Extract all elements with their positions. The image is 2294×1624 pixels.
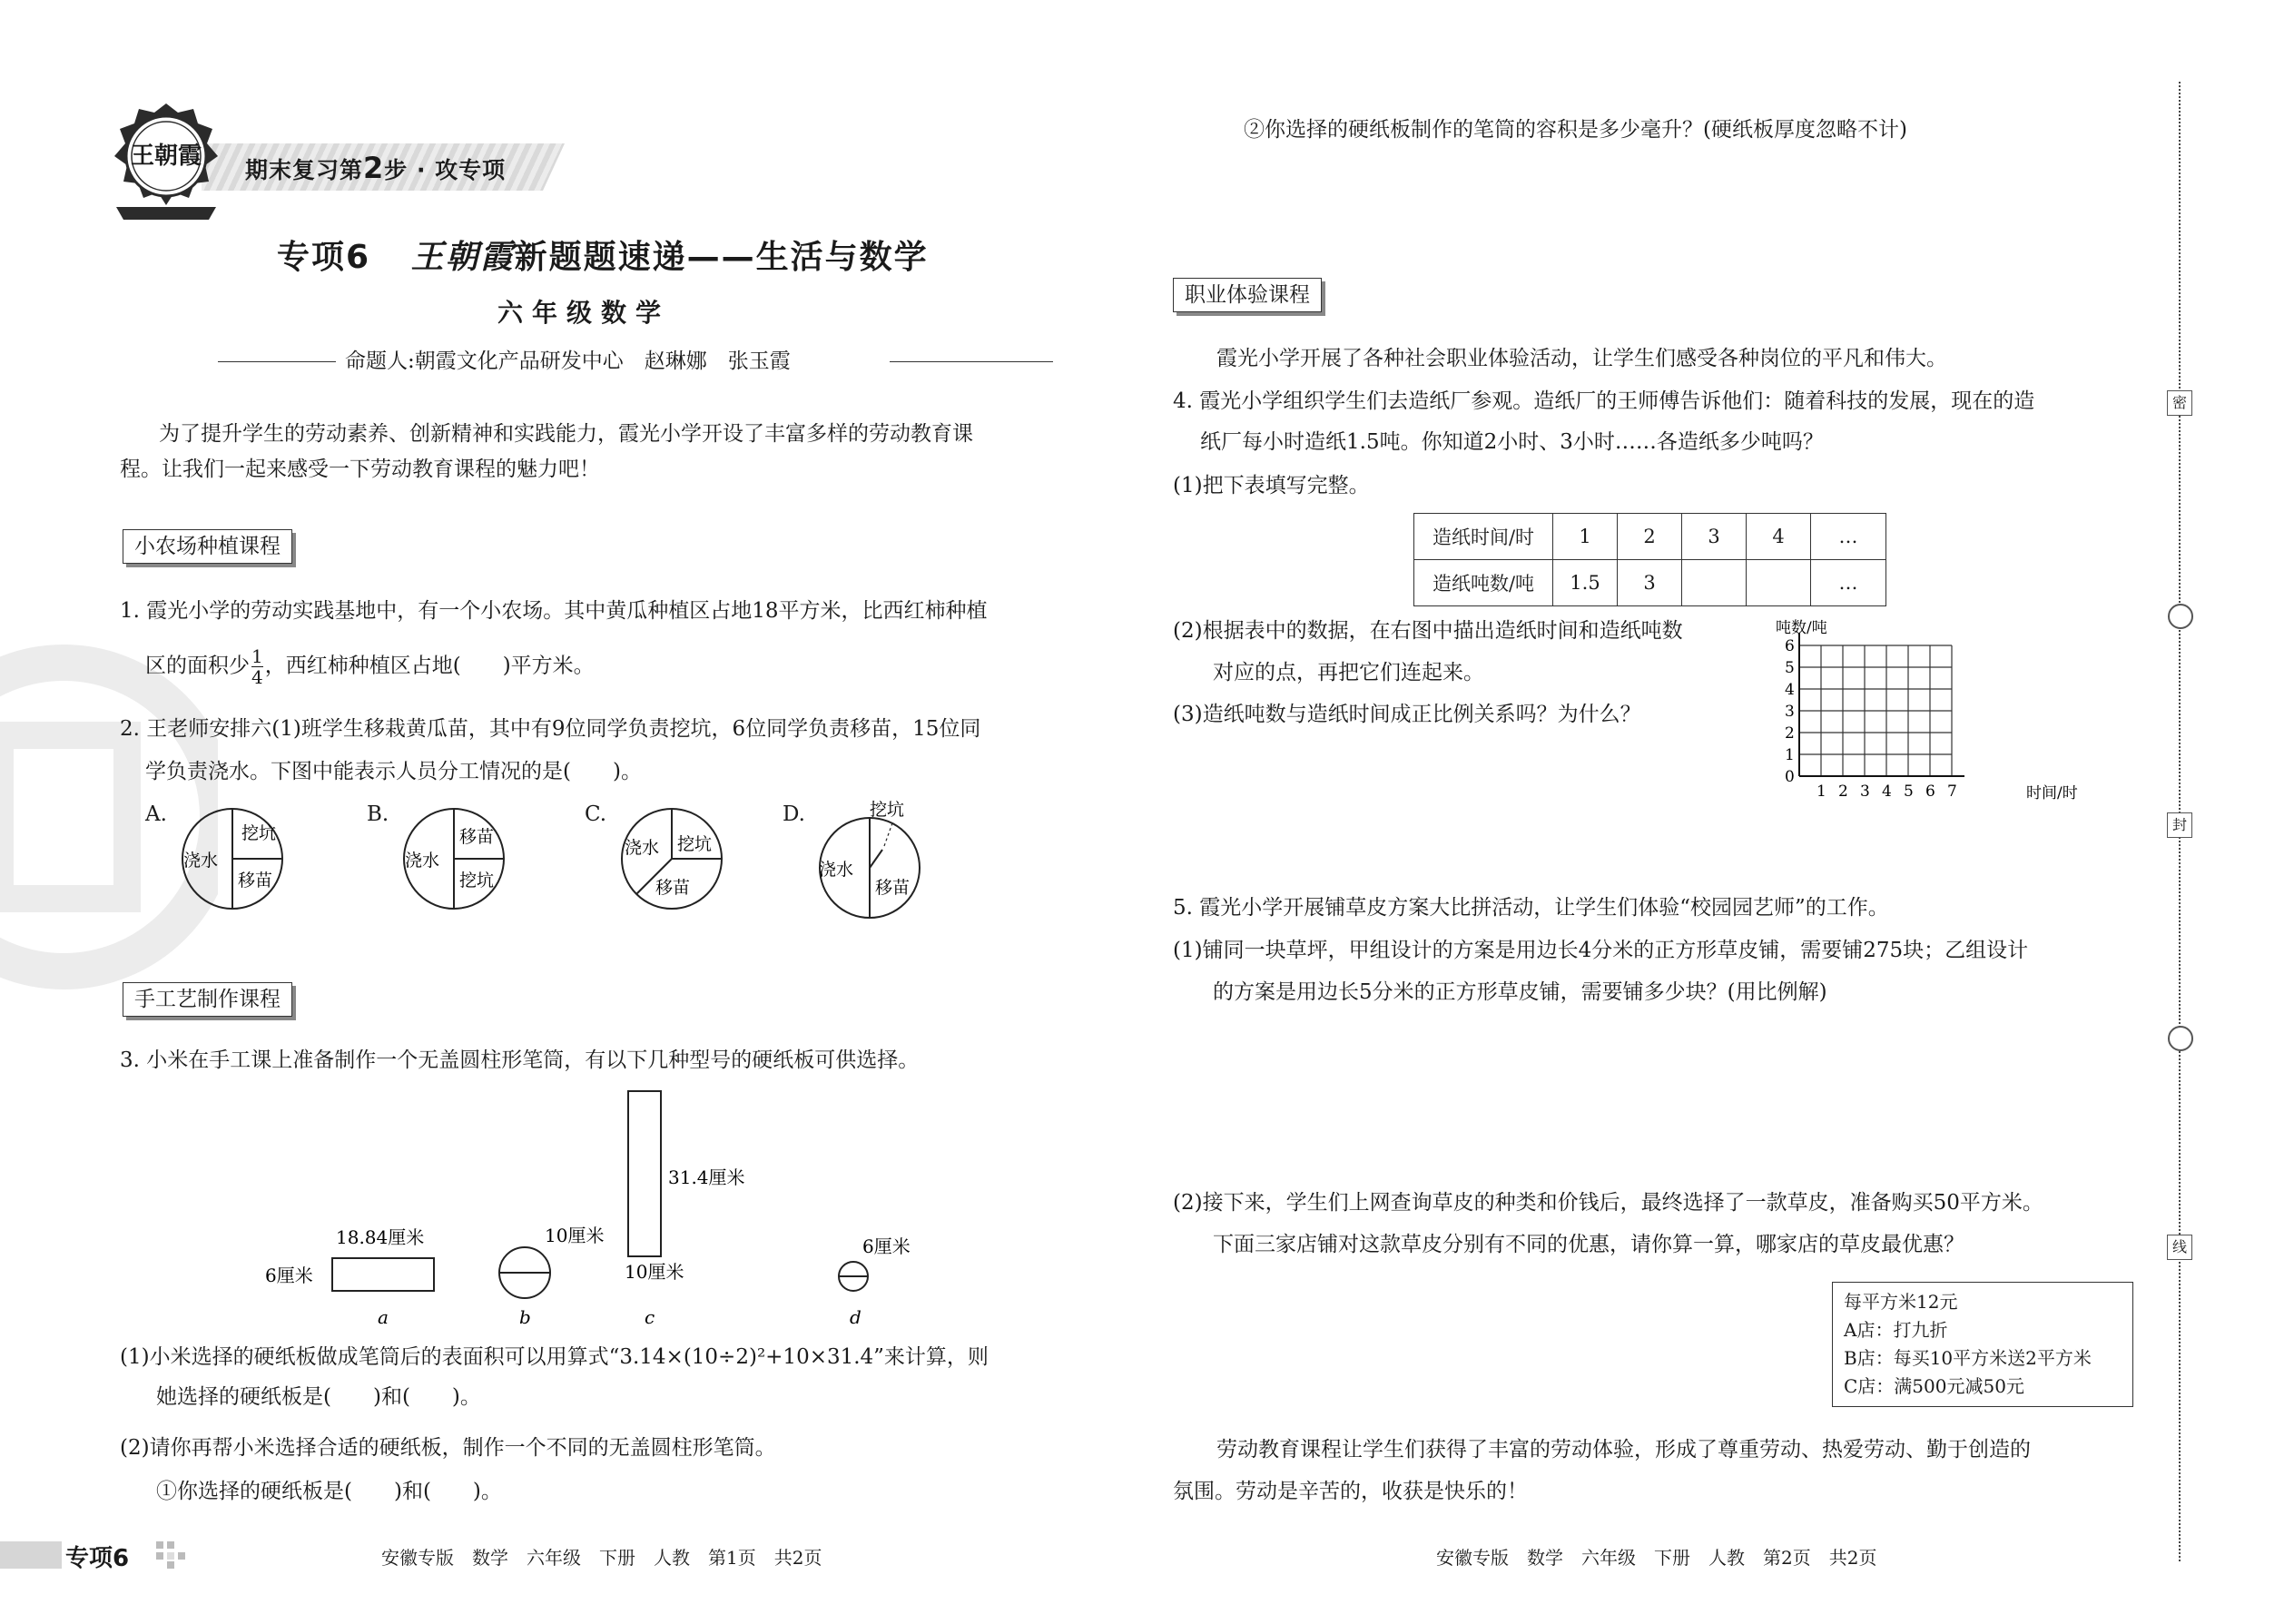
chart-ylabel: 吨数/吨 <box>1776 619 1827 637</box>
promo-store-b: B店：每买10平方米送2平方米 <box>1844 1347 2092 1369</box>
c-name: c <box>645 1306 655 1328</box>
q4-sub2-line-2: 对应的点，再把它们连起来。 <box>1213 661 1484 684</box>
fraction: $\frac{1}{4}$ <box>251 645 263 688</box>
side-mark-seal: 密 <box>2167 390 2192 416</box>
grade-subtitle: 六年级数学 <box>497 298 671 328</box>
section-tag-career: 职业体验课程 <box>1173 278 1322 312</box>
q3-sub2-a: ①你选择的硬纸板是( )和( )。 <box>156 1480 502 1503</box>
closing-line-2: 氛围。劳动是辛苦的，收获是快乐的！ <box>1173 1480 1528 1503</box>
binding-ring-icon <box>2168 1026 2193 1051</box>
footer-squares-icon <box>156 1541 187 1569</box>
q2-line-2: 学负责浇水。下图中能表示人员分工情况的是( )。 <box>145 760 642 783</box>
table-cell: 4 <box>1747 514 1811 560</box>
paper-table <box>1413 513 1886 606</box>
x-tick-label: 4 <box>1882 782 1892 801</box>
promo-store-c: C店：满500元减50元 <box>1844 1375 2024 1397</box>
footer-right-info: 安徽专版 数学 六年级 下册 人教 第2页 共2页 <box>1436 1547 1877 1569</box>
q5-sub2-line-2: 下面三家店铺对这款草皮分别有不同的优惠，请你算一算，哪家店的草皮最优惠？ <box>1213 1233 1964 1256</box>
section-tag-farm: 小农场种植课程 <box>123 529 292 564</box>
q5-sub1-line-2: 的方案是用边长5分米的正方形草皮铺，需要铺多少块？(用比例解) <box>1213 980 1827 1004</box>
x-tick-label: 5 <box>1904 782 1914 801</box>
q1-line-1: 1. 霞光小学的劳动实践基地中，有一个小农场。其中黄瓜种植区占地18平方米，比西红柿种植 <box>120 599 988 623</box>
q3-line-1: 3. 小米在手工课上准备制作一个无盖圆柱形笔筒，有以下几种型号的硬纸板可供选择。 <box>120 1048 920 1072</box>
title-main: 专项6 <box>277 239 371 276</box>
pie-option-b <box>399 804 508 913</box>
b-label: 10厘米 <box>545 1225 605 1246</box>
footer-band <box>0 1541 62 1569</box>
promo-store-a: A店：打九折 <box>1844 1319 1948 1341</box>
career-intro: 霞光小学开展了各种社会职业体验活动，让学生们感受各种岗位的平凡和伟大。 <box>1216 347 1947 370</box>
y-tick-label: 2 <box>1785 724 1795 743</box>
y-tick-label: 0 <box>1785 768 1795 786</box>
q3-sub1-line-2: 她选择的硬纸板是( )和( )。 <box>156 1385 481 1409</box>
x-tick-label: 6 <box>1925 782 1935 801</box>
title-brand: 王朝霞 <box>410 238 515 276</box>
x-tick-label: 7 <box>1947 782 1957 801</box>
y-tick-label: 5 <box>1785 659 1795 677</box>
q1-line-2: 区的面积少 $\frac{1}{4}$ ，西红柿种植区占地( )平方米。 <box>145 645 595 688</box>
pie-c-label-3: 移苗 <box>655 878 691 898</box>
table-row <box>1414 514 1886 560</box>
y-tick-label: 4 <box>1785 681 1795 699</box>
pie-a-label-2: 浇水 <box>183 851 219 871</box>
footer-tag: 专项6 <box>65 1545 130 1572</box>
a-name: a <box>378 1306 389 1328</box>
table-cell: 造纸吨数/吨 <box>1414 560 1553 606</box>
option-a-letter: A. <box>145 802 167 826</box>
brand-logo <box>107 100 225 227</box>
binding-ring-icon <box>2168 604 2193 629</box>
page-title <box>277 231 929 278</box>
footer-left-info: 安徽专版 数学 六年级 下册 人教 第1页 共2页 <box>381 1547 822 1569</box>
table-cell: … <box>1811 560 1886 606</box>
q4-line-1: 4. 霞光小学组织学生们去造纸厂参观。造纸厂的王师傅告诉他们：随着科技的发展，现在的造 <box>1173 389 2035 413</box>
pie-c-label-2: 挖坑 <box>677 834 713 854</box>
c-side-label: 31.4厘米 <box>668 1166 745 1188</box>
x-tick-label: 3 <box>1860 782 1870 801</box>
pie-option-c <box>617 804 726 913</box>
side-mark-line: 线 <box>2167 1235 2192 1260</box>
table-cell: 3 <box>1618 560 1682 606</box>
side-mark-close: 封 <box>2167 812 2192 838</box>
option-d-letter: D. <box>783 802 805 826</box>
table-cell: 1 <box>1553 514 1618 560</box>
q5-sub2-line-1: (2)接下来，学生们上网查询草皮的种类和价钱后，最终选择了一款草皮，准备购买50平方米。 <box>1173 1191 2043 1215</box>
table-cell <box>1682 560 1747 606</box>
y-tick-label: 1 <box>1785 746 1795 764</box>
q4-sub1: (1)把下表填写完整。 <box>1173 474 1370 497</box>
table-cell: … <box>1811 514 1886 560</box>
q5-line-1: 5. 霞光小学开展铺草皮方案大比拼活动，让学生们体验“校园园艺师”的工作。 <box>1173 896 1889 920</box>
table-cell: 造纸时间/时 <box>1414 514 1553 560</box>
a-side-label: 6厘米 <box>265 1265 313 1286</box>
table-cell: 2 <box>1618 514 1682 560</box>
q3-sub2: (2)请你再帮小米选择合适的硬纸板，制作一个不同的无盖圆柱形笔筒。 <box>120 1436 776 1460</box>
q2-line-1: 2. 王老师安排六(1)班学生移栽黄瓜苗，其中有9位同学负责挖坑，6位同学负责移苗，15位同 <box>120 717 981 741</box>
closing-line-1: 劳动教育课程让学生们获得了丰富的劳动体验，形成了尊重劳动、热爱劳动、勤于创造的 <box>1216 1438 2031 1462</box>
chart-xlabel: 时间/时 <box>2026 784 2078 802</box>
intro-line-2: 程。让我们一起来感受一下劳动教育课程的魅力吧！ <box>120 458 600 481</box>
table-row <box>1414 560 1886 606</box>
y-tick-label: 3 <box>1785 703 1795 721</box>
b-name: b <box>519 1306 531 1328</box>
pie-d-label-1: 挖坑 <box>870 800 905 820</box>
logo-text: 王朝霞 <box>130 143 202 170</box>
pie-b-label-2: 浇水 <box>405 851 440 871</box>
q4-line-2: 纸厂每小时造纸1.5吨。你知道2小时、3小时……各造纸多少吨吗？ <box>1200 430 1824 454</box>
q4-sub3: (3)造纸吨数与造纸时间成正比例关系吗？为什么？ <box>1173 703 1641 726</box>
pie-b-label-1: 移苗 <box>459 827 495 847</box>
promo-price: 每平方米12元 <box>1844 1291 1958 1313</box>
table-cell: 3 <box>1682 514 1747 560</box>
d-label: 6厘米 <box>862 1235 911 1257</box>
pie-c-label-1: 浇水 <box>625 838 660 858</box>
x-tick-label: 1 <box>1816 782 1826 801</box>
c-bottom-label: 10厘米 <box>625 1261 684 1283</box>
pie-d-label-2: 浇水 <box>819 860 854 880</box>
section-tag-craft: 手工艺制作课程 <box>123 982 292 1017</box>
intro-line-1: 为了提升学生的劳动素养、创新精神和实践能力，霞光小学开设了丰富多样的劳动教育课 <box>159 422 973 446</box>
q5-sub1-line-1: (1)铺同一块草坪，甲组设计的方案是用边长4分米的正方形草皮铺，需要铺275块；乙组设计 <box>1173 939 2029 962</box>
header-banner-text: 期末复习第2步 · 攻专项 <box>245 151 507 185</box>
q3-sub2-b: ②你选择的硬纸板制作的笔筒的容积是多少毫升？(硬纸板厚度忽略不计) <box>1244 118 1907 142</box>
discount-box <box>1832 1282 2133 1407</box>
title-rest: 新题题速递——生活与数学 <box>514 239 929 276</box>
q4-sub2-line-1: (2)根据表中的数据，在右图中描出造纸时间和造纸吨数 <box>1173 619 1683 643</box>
table-cell <box>1747 560 1811 606</box>
q3-sub1-line-1: (1)小米选择的硬纸板做成笔筒后的表面积可以用算式“3.14×(10÷2)²+10×31.4”来计算，则 <box>120 1345 989 1369</box>
pie-d-label-3: 移苗 <box>875 878 911 898</box>
rule-left <box>218 361 336 362</box>
authors-line: 命题人:朝霞文化产品研发中心 赵琳娜 张玉霞 <box>345 349 791 373</box>
pie-a-label-3: 移苗 <box>238 871 273 891</box>
x-tick-label: 2 <box>1838 782 1848 801</box>
coordinate-grid-chart <box>1761 613 2106 808</box>
rule-right <box>890 361 1053 362</box>
pie-option-a <box>178 804 287 913</box>
table-cell: 1.5 <box>1553 560 1618 606</box>
pie-option-d <box>815 799 942 926</box>
a-top-label: 18.84厘米 <box>336 1226 425 1248</box>
q3-cardboard-figures <box>254 1089 980 1334</box>
y-tick-label: 6 <box>1785 637 1795 655</box>
pie-a-label-1: 挖坑 <box>241 823 277 843</box>
d-name: d <box>850 1306 861 1328</box>
option-c-letter: C. <box>585 802 607 826</box>
pie-b-label-3: 挖坑 <box>459 871 495 891</box>
option-b-letter: B. <box>367 802 389 826</box>
